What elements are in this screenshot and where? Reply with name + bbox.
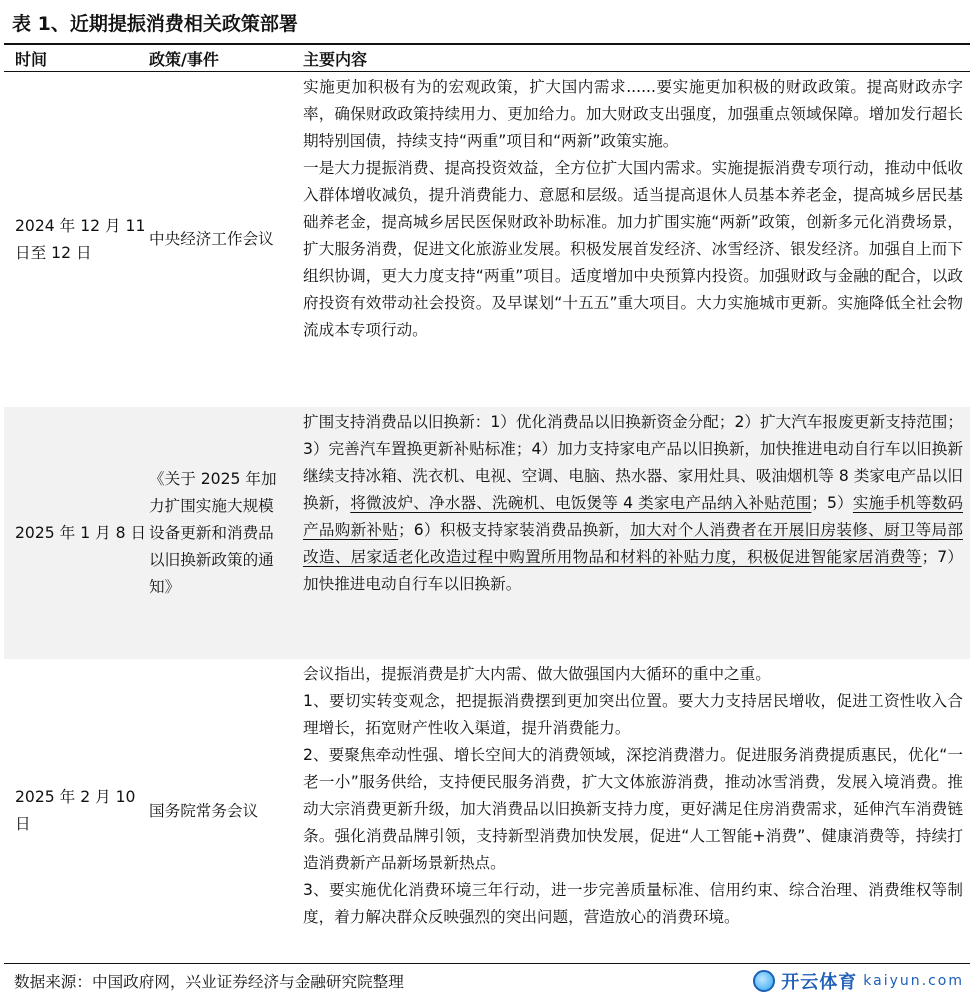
source-note: 数据来源：中国政府网，兴业证券经济与金融研究院整理 xyxy=(14,973,404,991)
underlined-text: 加大对个人消费者在开展旧房装修、厨卫等局部改造、居家适老化改造过程中购置所用物品和材料的补贴力度，积极促进智能家居消费等 xyxy=(303,521,963,566)
content-text: 1、要切实转变观念，把提振消费摆到更加突出位置。要大力支持居民增收，促进工资性收入合理增长，拓宽财产性收入渠道，提升消费能力。 xyxy=(303,692,963,737)
content-text: 实施更加积极有为的宏观政策，扩大国内需求......要实施更加积极的财政政策。提高财政赤字率，确保财政政策持续用力、更加给力。加大财政支出强度，加强重点领域保障。增加发行超长期特别国债，持续支持“两重”项目和“两新”政策实施。 xyxy=(303,78,963,150)
watermark-en: kaiyun.com xyxy=(863,973,964,989)
content-text: ；5） xyxy=(811,494,853,512)
underlined-text: 将微波炉、净水器、洗碗机、电饭煲等 4 类家电产品纳入补贴范围 xyxy=(350,494,812,512)
table-header xyxy=(4,45,970,72)
football-icon xyxy=(753,970,775,992)
header-policy: 政策/事件 xyxy=(149,49,219,69)
cell-policy: 国务院常务会议 xyxy=(149,801,259,820)
table-area xyxy=(4,43,970,994)
policy-table xyxy=(4,43,970,963)
content-text: ；6）积极支持家装消费品换新， xyxy=(398,521,631,539)
content-text: 一是大力提振消费、提高投资效益，全方位扩大国内需求。实施提振消费专项行动，推动中低收入群体增收减负，提升消费能力、意愿和层级。适当提高退休人员基本养老金，提高城乡居民基础养老金，提高城乡居民医保财政补助标准。加力扩围实施“两新”政策，创新多元化消费场景，扩大服务消费，促进文化旅游业发展。积极发展首发经济、冰雪经济、银发经济。加强自上而下组织协调，更大力度支持“两重”项目。适度增加中央预算内投资。加强财政与金融的配合，以政府投资有效带动社会投资。及早谋划“十五五”重大项目。大力实施城市更新。实施降低全社会物流成本专项行动。 xyxy=(303,159,963,339)
footer xyxy=(4,963,970,994)
content-text: 2、要聚焦牵动性强、增长空间大的消费领域，深挖消费潜力。促进服务消费提质惠民，优化“一老一小”服务供给，支持便民服务消费，扩大文体旅游消费，推动冰雪消费，发展入境消费。推动大宗消费更新升级，加大消费品以旧换新支持力度，更好满足住房消费需求，延伸汽车消费链条。强化消费品牌引领，支持新型消费加快发展，促进“人工智能+消费”、健康消费等，持续打造消费新产品新场景新热点。 xyxy=(303,746,963,872)
cell-time: 2024 年 12 月 11 日至 12 日 xyxy=(15,216,146,262)
cell-policy: 《关于 2025 年加力扩围实施大规模设备更新和消费品以旧换新政策的通知》 xyxy=(149,469,277,596)
cell-time: 2025 年 1 月 8 日 xyxy=(15,523,147,542)
cell-time: 2025 年 2 月 10 日 xyxy=(15,788,136,833)
header-time: 时间 xyxy=(15,49,48,69)
watermark-cn: 开云体育 xyxy=(781,972,858,993)
table-row xyxy=(4,659,970,963)
content-text: 会议指出，提振消费是扩大内需、做大做强国内大循环的重中之重。 xyxy=(303,665,771,683)
content-text: ；7）加快推进电动自行车以旧换新。 xyxy=(303,548,963,593)
table-row xyxy=(4,72,970,407)
watermark-logo xyxy=(753,968,970,994)
cell-policy: 中央经济工作会议 xyxy=(149,230,274,248)
cell-content xyxy=(291,659,963,963)
table-title: 表 1、近期提振消费相关政策部署 xyxy=(12,13,298,35)
header-content: 主要内容 xyxy=(303,49,368,69)
cell-content xyxy=(291,407,963,659)
content-text: 扩围支持消费品以旧换新：1）优化消费品以旧换新资金分配；2）扩大汽车报废更新支持范围；3）完善汽车置换更新补贴标准；4）加力支持家电产品以旧换新，加快推进电动自行车以旧换新继续支持冰箱、洗衣机、电视、空调、电脑、热水器、家用灶具、吸油烟机等 8 类家电产品以旧换新， xyxy=(303,413,963,512)
content-text: 3、要实施优化消费环境三年行动，进一步完善质量标准、信用约束、综合治理、消费维权等制度，着力解决群众反映强烈的突出问题，营造放心的消费环境。 xyxy=(303,881,963,926)
underlined-text: 实施手机等数码产品购新补贴 xyxy=(303,494,963,539)
table-row xyxy=(4,407,970,659)
cell-content xyxy=(291,72,963,407)
